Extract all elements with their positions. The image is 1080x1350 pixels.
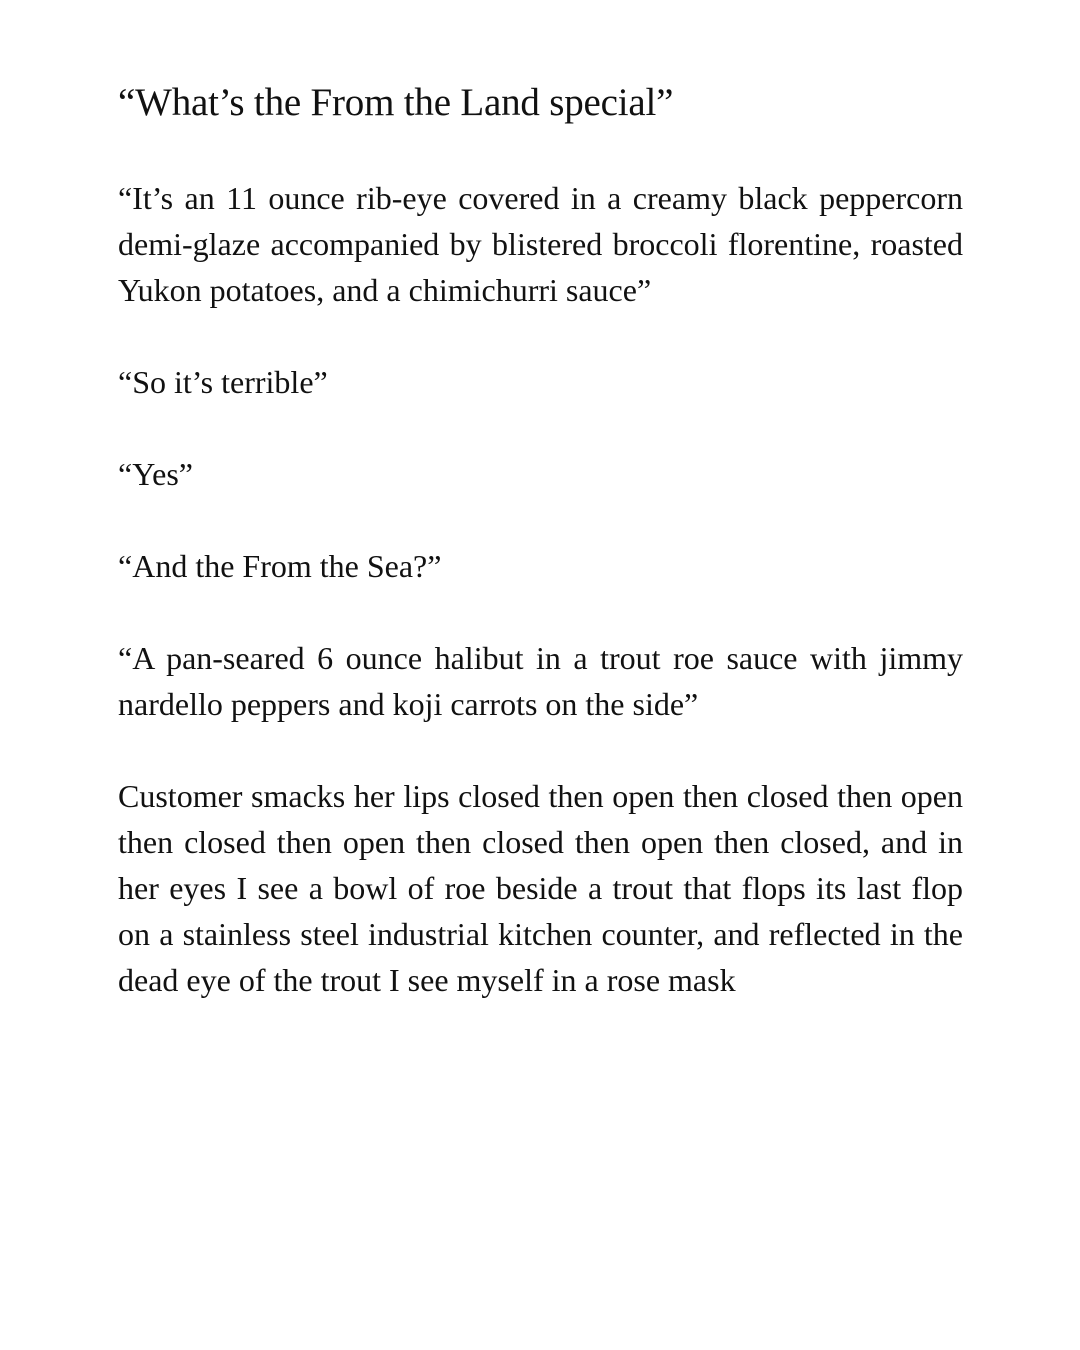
paragraph-land-special-answer: “It’s an 11 ounce rib-eye covered in a creamy black peppercorn demi-glaze accompanied by blistered broccoli florentine, roasted Yukon potatoes, and a chimichurri sauce”	[118, 179, 963, 308]
page-title: “What’s the From the Land special”	[118, 81, 674, 124]
paragraph-sea-special-answer: “A pan-seared 6 ounce halibut in a trout roe sauce with jimmy nardello peppers and koji carrots on the side”	[118, 639, 963, 722]
paragraph-yes: “Yes”	[118, 455, 193, 492]
paragraph-customer-narration: Customer smacks her lips closed then open then closed then open then closed then open then closed then open then closed, and in her eyes I see a bowl of roe beside a trout that flops its last flop on a stainless steel industrial kitchen counter, and reflected in the dead eye of the trout I see myself in a rose mask	[118, 777, 963, 998]
document-page	[118, 80, 963, 1003]
paragraph-from-the-sea-question: “And the From the Sea?”	[118, 547, 442, 584]
paragraph-so-terrible: “So it’s terrible”	[118, 363, 328, 400]
